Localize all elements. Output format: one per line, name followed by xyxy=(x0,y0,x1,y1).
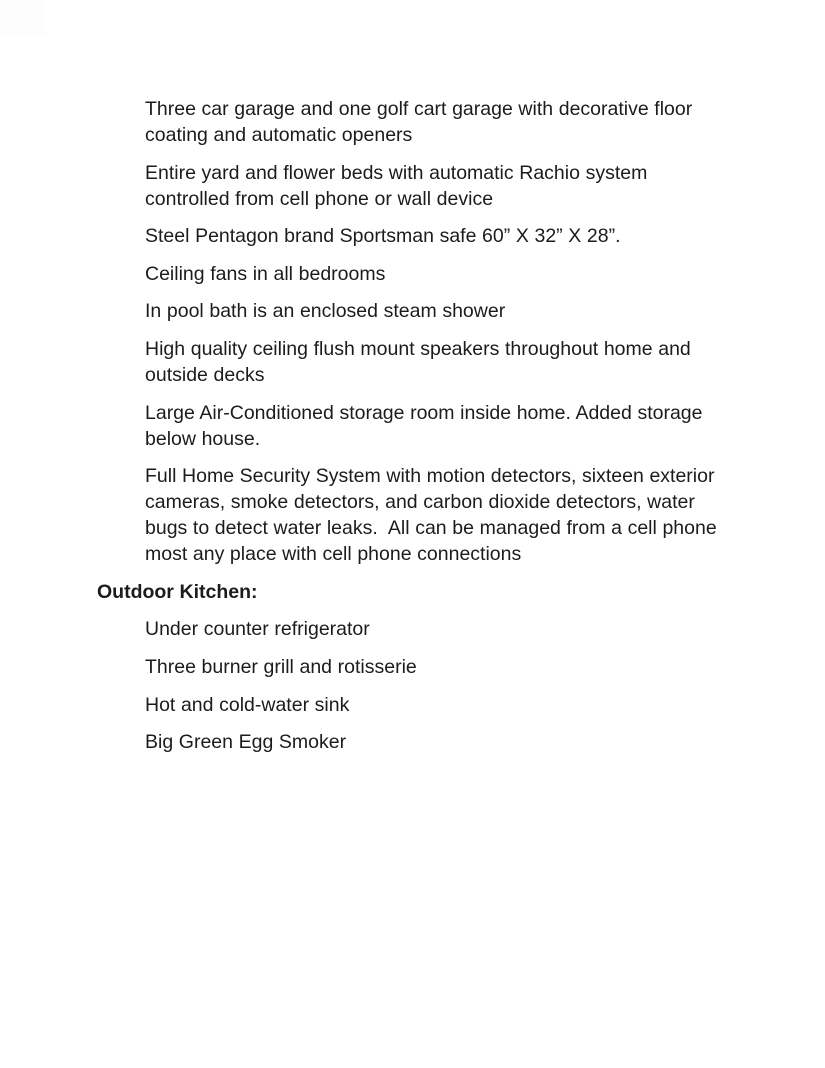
feature-paragraph: Entire yard and flower beds with automatic Rachio system controlled from cell phone or wall device xyxy=(145,161,653,210)
feature-paragraph: High quality ceiling flush mount speakers throughout home and outside decks xyxy=(145,337,697,386)
feature-paragraph: Three burner grill and rotisserie xyxy=(145,655,417,678)
feature-paragraph: Large Air-Conditioned storage room inside home. Added storage below house. xyxy=(145,401,709,450)
feature-paragraph: Full Home Security System with motion detectors, sixteen exterior cameras, smoke detectors, and carbon dioxide detectors, water bugs to detect water leaks. All can be managed from a cell phone most any place with cell phone connections xyxy=(145,465,723,566)
section-heading: Outdoor Kitchen: xyxy=(97,580,258,603)
scan-artifact xyxy=(0,0,45,36)
feature-paragraph: In pool bath is an enclosed steam shower xyxy=(145,300,506,323)
feature-paragraph: Big Green Egg Smoker xyxy=(145,731,347,754)
feature-paragraph: Hot and cold-water sink xyxy=(145,693,350,716)
document-body xyxy=(97,96,728,767)
feature-paragraph: Steel Pentagon brand Sportsman safe 60” X 32” X 28”. xyxy=(145,225,621,248)
feature-paragraph: Ceiling fans in all bedrooms xyxy=(145,262,386,285)
feature-paragraph: Under counter refrigerator xyxy=(145,618,370,641)
feature-paragraph: Three car garage and one golf cart garage with decorative floor coating and automatic openers xyxy=(145,98,698,146)
